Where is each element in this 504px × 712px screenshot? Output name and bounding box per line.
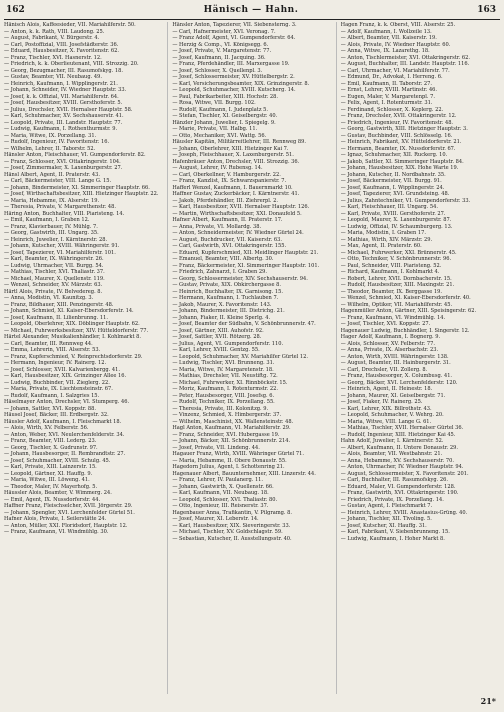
directory-entry: — Anna, Private, VI. Mollardg. 38. (172, 223, 262, 230)
directory-entry: — Peter, Hausbesorger, VIII. Josefsg. 6. (172, 392, 275, 399)
directory-entry: Hagl Anton, Kaufmann, VI. Mariahilferstr. 29. (172, 425, 291, 431)
directory-entry: — Franz, Kanzlist, IX. Schwarzspanierstr. 7. (172, 178, 287, 184)
column-divider (336, 22, 337, 694)
directory-entry: — Heinrich, Lehrer, XVIII. Anastasius-Grüng. 40. (340, 509, 468, 516)
directory-entry: — Maria, Witwe, VIII. Lange G. 61. (340, 418, 432, 425)
directory-entry: — Johann, Schmied, XI. Kaiser-Ebersdorferstr. 14. (4, 308, 134, 314)
directory-entry: — Karl, Hausbesitzer, XIX. Sieveringerstr. 33. (172, 522, 291, 529)
directory-entry: — Albert, Beamter, VII. Kaiserstr. 19. (340, 35, 437, 41)
directory-entry: — Jakob, Sattler, XI. Simmeringer Hauptstr. 84. (340, 158, 464, 165)
directory-entry: — August, Fabrikant, V. Bürgerstr. 4. (4, 35, 100, 41)
printer-signature: 21* (480, 696, 496, 706)
directory-entry: — Marie, Private, VII. Halbg. 11. (172, 126, 258, 132)
directory-entry: — Heinrich, Buchhalter, IX. Garnisong. 15. (172, 288, 284, 295)
directory-entry: — Karl, Hausbesitzer, XVII. Hernalser Hauptstr. 126. (172, 204, 310, 210)
directory-entry: — Maria, Witwe, IV. Margaretenstr. 18. (172, 366, 274, 373)
directory-entry: — Anna, Modistin, VI. Kaunitzg. 3. (4, 295, 94, 301)
directory-entry: — Johann, Hausbesorger, II. Rembrandtstr. 27. (4, 451, 126, 457)
page-header (6, 5, 496, 19)
running-head: Hänisch — Hahn. (203, 5, 299, 15)
directory-entry: — Johann, Spengler, XVI. Lerchenfelder Gürtel 51. (4, 509, 135, 516)
directory-entry: — Franz Adolf, Agent, VI. Gumpendorferstr. 64. (172, 35, 296, 41)
directory-entry: — Maria, Hebamme, IX. Alserstr. 19. (4, 197, 100, 204)
directory-entry: — Johann, Maurer, XI. Geiselbergstr. 71. (340, 392, 446, 399)
directory-entry: — Carl, Oberkellner, V. Hamburgerstr. 22. (172, 171, 281, 178)
directory-entry: — Ernst, Lehrer, XVIII. Martinstr. 46. (340, 87, 438, 93)
directory-entry: — Julius, Drechsler, XVII. Hernalser Hauptstr. 58. (4, 106, 133, 113)
directory-entry: — August, Beamter, III. Hainburgerstr. 31. (340, 360, 451, 366)
directory-entry: — August, Buchhalter, III. Landstr. Hauptstr. 116. (340, 61, 470, 67)
directory-entry: — Gustav, Agent, I. Fleischmarkt 7. (340, 503, 433, 509)
directory-entry: — Otto, Mechaniker, XVI. Wattg. 56. (172, 132, 267, 139)
directory-entry: — Rudolf, Kaufmann, I. Judenplatz 5. (172, 106, 268, 113)
directory-entry: — Karl, Kaufmann, VII. Neubaug. 18. (172, 490, 269, 496)
directory-entry: — Johann, Bindermeister, III. Dietrichg. 21. (172, 308, 285, 314)
directory-entry: — Heinrich, Fabrikant, XV. Hütteldorferstr. 21. (340, 139, 462, 145)
directory-entry: — Friedrich, k. k. Oberlieutenant, VIII. Strozzig. 20. (4, 61, 139, 67)
directory-entry: — Josef, Tapezierer, XVI. Grundsteing. 48. (340, 191, 450, 197)
directory-entry: — Wilhelm, Lehrer, II. Taborstr. 52. (4, 145, 96, 152)
directory-entry: — Josef, Zimmermaler, X. Laxenburgerstr. 27. (4, 165, 123, 171)
directory-entry: — Sebastian, Kutscher, II. Ausstellungsstr. 40. (172, 535, 292, 542)
directory-entry: — Josef, Kutscher, XI. Hauffg. 31. (340, 522, 427, 529)
directory-entry: — Georg, Gastwirth, XIII. Hietzinger Hauptstr. 3. (340, 126, 468, 132)
directory-entry: — Maria, Private, IX. Liechtensteinstr. 67. (4, 386, 113, 392)
directory-entry: — Johann, Kutscher, II. Nordbahnstr. 35. (340, 171, 446, 178)
directory-entry: Häussler Alois, Beamter, V. Wimmerg. 24. (4, 490, 112, 496)
directory-entry: — Johann, Tischler, XII. Tivoling. 5. (340, 516, 432, 522)
directory-entry: — Michael, Tischler, XV. Goldschlagstr. 59. (172, 529, 283, 535)
directory-entry: — Johann, Hausbesitzer, XIX. Hohe Warte 19. (340, 165, 459, 171)
directory-entry: — Josef, Bäckermeister, VII. Burgg. 91. (340, 178, 442, 184)
directory-entry: — Josef, Schlossermeister, XV. Hüttelbergstr. 2. (172, 74, 295, 80)
directory-entry: — Michael, Fuhrwerksbesitzer, XIV. Hütteldorferstr. 77. (4, 327, 149, 334)
directory-entry: — Paul, Fabrikarbeiter, XIII. Hochstr. 28. (172, 93, 279, 100)
directory-entry: — August, Schlossermeister, X. Favoritenstr. 201. (340, 470, 469, 477)
directory-entry: — Emil, Kaufmann, I. Graben 12. (4, 217, 90, 223)
directory-entry: — Anton, Schneidermeister, IV. Wiedner Gürtel 24. (172, 230, 304, 236)
directory-entry: — Georg, Bäcker, XVI. Lerchenfelderstr. 120. (340, 379, 458, 386)
directory-entry: — Anton, Tischlermeister, XVI. Ottakringerstr. 62. (340, 54, 470, 61)
directory-entry: — Leopold, Oberlehrer, XIX. Döblinger Hauptstr. 62. (4, 321, 140, 327)
directory-entry: — Carl, Uhrmacher, VI. Mariahilferstr. 77. (340, 67, 450, 74)
directory-entry: — Georg, Tischler, X. Gudrunstr. 97. (4, 444, 98, 451)
directory-entry: — Josef, Schlosser, X. Quellenpl. 3. (172, 67, 263, 74)
directory-entry: — Hermann, Kaufmann, I. Tuchlauben 7. (172, 295, 279, 301)
directory-entry: — Martin, Wirthschaftsbesitzer, XXI. Donaufeld 5. (172, 210, 302, 217)
directory-entry: — Herzig & Comp., VI. Königsegg. 6. (172, 41, 269, 48)
directory-entry: — Rudolf, Kaufmann, I. Salzgries 15. (4, 392, 100, 399)
directory-entry: — Leopold, Gärtner, XI. Hauffg. 9. (4, 470, 93, 477)
directory-entry: — Josef, Private, VII. Lindeng. 44. (172, 444, 260, 451)
directory-entry: — Franz, Hausbesorger, X. Columbusg. 41. (340, 373, 453, 379)
directory-entry: — Karl, Schuhmacher, XV. Sechshauserstr. 41. (4, 113, 124, 119)
directory-entry: — Franz, Pferdehändler, III. Marxergasse 19. (172, 61, 290, 67)
directory-entry: — Carl, Beamter, III. Rennweg 44. (4, 340, 93, 347)
directory-entry: — Theodor, Maler, IV. Mayerhofg. 5. (4, 483, 98, 490)
directory-entry: — Ludwig, Tischler, XVI. Brunneng. 31. (172, 360, 275, 366)
directory-entry: — Mathias, Wirth, XIV. Märzstr. 29. (340, 236, 433, 243)
directory-entry: — Josef, Kaufmann, II. Lilienbrunng. 11. (4, 314, 109, 321)
directory-entry: Haffner Franz, Fleischselcher, XVII. Jörgerstr. 29. (4, 503, 133, 509)
directory-entry: — Rudolf, Hausbesitzer, XIII. Maxingstr. 21. (340, 282, 455, 288)
directory-entry: — Karl, Fabrikant, V. Siebenbrunneng. 15. (340, 529, 450, 535)
directory-entry: — Franz, Lehrer, IV. Paulanerg. 11. (172, 477, 264, 483)
directory-entry: — Max, Agent, II. Praterstr. 60. (340, 243, 422, 249)
directory-entry: Hänzler Johann, Juwelier, I. Spiegelg. 9. (172, 119, 276, 126)
directory-entry: — Maria, Hebamme, II. Obere Donaustr. 55. (172, 457, 287, 464)
column-divider (167, 22, 168, 694)
directory-entry: — Josef, Kaufmann, I. Wipplingerstr. 24. (340, 184, 445, 191)
directory-entry: — Franz, Beamter, VIII. Lederg. 23. (4, 438, 97, 444)
directory-entry: — Emil, Agent, IX. Nussdorferstr. 44. (4, 496, 101, 503)
directory-entry: Hafferl Wenzel, Kaufmann, I. Bauernmarkt 10. (172, 184, 293, 191)
directory-entry: — Georg, Schlossermeister, XIV. Sechshauserstr. 94. (172, 275, 308, 282)
directory-entry: — Vinzenz, Schmied, X. Himbergerstr. 37. (172, 412, 282, 418)
directory-entry: — Franz, Bäckermeister, XI. Simmeringer Hauptstr. 101. (172, 262, 320, 269)
directory-entry: Härtel Alexander, Musikalienhändler, I. Kohlmarkt 8. (4, 334, 141, 340)
directory-entry: — Rudolf, Ingenieur, IV. Favoritenstr. 16. (4, 139, 110, 145)
directory-entry: — Franz, Schlosser, XVI. Ottakringerstr. 104. (4, 158, 121, 165)
directory-entry: — Leopold, Schuhmacher, XV. Mariahilfer Gürtel 12. (172, 353, 308, 360)
directory-entry: — Leopold, Schuhmacher, V. Wehrg. 20. (340, 412, 444, 418)
directory-entry: — Leopold, Schlosser, XVI. Thaliastr. 80. (172, 496, 278, 503)
directory-entry: Hagenauer Ludwig, Buchhändler, I. Singerstr. 12. (340, 327, 470, 334)
directory-entry: Häselmayer Anton, Drechsler, VI. Stumperg. 46. (4, 399, 130, 405)
directory-entry: — Karl, Lehrer, XVIII. Gentzg. 55. (172, 347, 260, 353)
directory-entry: — Josef, Gärtner, XIII. Auhofstr. 92. (172, 327, 264, 334)
directory-entry: — Stefan, Tischler, XI. Geiselbergstr. 40. (172, 113, 278, 119)
directory-entry: — Ludwig, Kaufmann, I. Hoher Markt 8. (340, 535, 445, 542)
directory-entry: — Johann, Bäcker, XII. Schönbrunnerstr. 214. (172, 438, 291, 444)
directory-entry: — Franz, Kaufmann, VI. Windmühlg. 30. (4, 529, 109, 535)
directory-entry: Hahn Adolf, Juwelier, I. Kärntnerstr. 52. (340, 438, 444, 444)
directory-entry: — Heinrich, Kaufmann, I. Wipplingerstr. 21. (4, 80, 118, 87)
directory-entry: — Josef, Hausbesitzer, XVIII. Gersthoferstr. 5. (4, 100, 123, 106)
directory-entry: — Hermann, Beamter, IX. Nussdorferstr. 67. (340, 145, 456, 152)
directory-entry: — Friedrich, Private, IX. Porzellang. 14. (340, 496, 444, 503)
directory-entry: — Josef, Tischler, XVI. Koppstr. 27. (340, 321, 431, 327)
directory-entry: — Maria, Witwe, III. Löweng. 41. (4, 477, 90, 483)
directory-entry: Hafner Albert, Kaufmann, II. Praterstr. 17. (172, 217, 283, 223)
directory-entry: — Leopold, Schuhmacher, XVIII. Kutscherg. 14. (172, 87, 296, 93)
directory-entry: Haffner Gustav, Zuckerbäcker, I. Kärntnerstr. 41. (172, 191, 300, 197)
directory-entry: — Ignaz, Schuhmacher, XII. Ruckerg. 10. (340, 152, 448, 158)
directory-entry: — Anton, Müller, XXI. Floridsdorf, Hauptstr. 12. (4, 522, 128, 529)
directory-entry: Häusel Josef, Bäcker, III. Erdbergstr. 32. (4, 412, 109, 418)
directory-entry: — Franz, Gastwirth, XVI. Ottakringerstr. 190. (340, 490, 459, 496)
directory-entry: — Anton, Wirth, XVIII. Währingerstr. 138. (340, 353, 449, 360)
directory-entry: Härtl Alois, Private, IV. Belvedereg. 8. (4, 288, 103, 295)
directory-entry: — Adolf, Kaufmann, I. Wollzeile 13. (340, 28, 432, 35)
directory-entry: — Jakob, Maurer, X. Favoritenstr. 143. (172, 301, 272, 308)
directory-entry: — Ludwig, Uhrmacher, VII. Burgg. 54. (4, 262, 104, 269)
directory-entry: — Alois, Schlosser, XV. Felberstr. 77. (340, 340, 436, 347)
directory-entry: — Anna, Hebamme, XV. Sechshauserstr. 70. (340, 457, 454, 464)
directory-entry: — Eduard, Hausbesitzer, X. Favoritenstr. 62. (4, 48, 120, 54)
directory-entry: Hänsler Anton, Tapezierer, VII. Siebensterng. 3. (172, 22, 297, 28)
directory-entry: — Gustav, Buchbinder, VIII. Schlösselg. 16. (340, 132, 453, 139)
directory-entry: — Rudolf, Techniker, IX. Porzellang. 55. (172, 399, 275, 405)
directory-entry: — Karl, Versicherungsbeamter, XIX. Grinzingerstr. 8. (172, 80, 310, 87)
directory-entry: — Mathias, Tischler, XVI. Thaliastr. 37. (4, 269, 105, 275)
directory-entry: — Eduard, Maler, VI. Gumpendorferstr. 128. (340, 483, 456, 490)
directory-entry: Hafner Alois, Private, I. Seilerstätte 24. (4, 516, 107, 522)
directory-entry: — Alois, Wirth, XV. Felberstr. 56. (4, 425, 89, 431)
left-page-number: 162 (6, 5, 25, 15)
directory-entry: — Theresia, Private, III. Kolonitzg. 9. (172, 405, 269, 412)
directory-entry: — Johann, Kutscher, XVIII. Währingerstr. 91. (4, 243, 120, 249)
directory-entry: — Alois, Private, IV. Wiedner Hauptstr. 60. (340, 41, 451, 48)
directory-entry: — Carl, Hafnermeister, XVI. Veronag. 7. (172, 28, 276, 35)
directory-entry: — Josef, Kaufmann, II. Jacquing. 36. (172, 54, 266, 61)
directory-entry: Häring Anton, Buchhalter, VIII. Piaristeng. 14. (4, 210, 125, 217)
header-rule (4, 19, 500, 20)
directory-entry: Hagauer Franz, Wirth, XVIII. Währinger Gürtel 71. (172, 451, 304, 457)
directory-entry: — Leopold, Maurer, X. Laxenburgerstr. 87. (340, 217, 452, 223)
directory-column-1 (4, 22, 163, 694)
directory-entry: — Franz, Drechsler, XVII. Ottakringerstr. 12. (340, 113, 457, 119)
directory-entry: — Karl, Beamter, IX. Währingerstr. 26. (4, 256, 104, 262)
directory-entry: — Josef, Wirthschaftsbesitzer, XIII. Hietzinger Hauptstr. 22. (4, 191, 159, 197)
directory-entry: — Rudolf, Ingenieur, XIII. Hietzinger Kai 45. (340, 431, 456, 438)
directory-entry: — Rosa, Witwe, VII. Burgg. 102. (172, 100, 256, 106)
directory-entry: — Carl, Drechsler, VII. Zollerg. 8. (340, 366, 428, 373)
directory-column-3 (341, 22, 500, 694)
directory-entry: — Joseph, Fleischhauer, X. Laxenburgerstr. 51. (172, 152, 294, 158)
directory-entry: — Georg, Gastwirth, III. Ungarg. 35. (4, 230, 99, 236)
directory-entry: — Wenzel, Schneider, XV. Märzstr. 63. (4, 282, 103, 288)
directory-entry: — Julius, Zahntechniker, VI. Gumpendorferstr. 33. (340, 197, 471, 204)
directory-entry: — Franz, Tischler, XVI. Hasnerstr. 12. (4, 54, 102, 61)
directory-entry: — Friedrich, Ingenieur, IV. Favoritenstr. 48. (340, 119, 454, 126)
directory-entry: — Maria, Modistin, I. Graben 17. (340, 230, 427, 236)
directory-entry: — Gustav, Private, XIX. Obkirchergasse 8. (172, 282, 281, 288)
directory-entry: — Franz, Schneider, XVI. Hubergasse 19. (172, 431, 280, 438)
directory-entry: — Johann, Sattler, XVI. Koppstr. 88. (4, 405, 97, 412)
directory-entry: — Karl, Hausbesitzer, XIX. Grinzinger Allee 16. (4, 373, 127, 379)
directory-entry: — Emanuel, Beamter, VIII. Albertg. 30. (172, 256, 274, 262)
directory-entry: — Josef, Private, V. Margaretenstr. 77. (172, 48, 272, 54)
directory-entry: — Robert, Lehrer, XVII. Dornbacherstr. 15. (340, 275, 452, 282)
directory-entry: — Leopold, Private, III. Landstr. Hauptstr. 77. (4, 119, 123, 126)
directory-entry: — Franz, Bildhauer, XIII. Penzingerstr. 48. (4, 301, 114, 308)
directory-entry: Hagenmüller Anton, Gärtner, XIII. Speisingerstr. 62. (340, 308, 477, 314)
directory-entry: — August, Buchdrucker, VII. Kaiserstr. 63. (172, 236, 282, 243)
directory-entry: — Eugen, Maler, V. Margaretenpl. 7. (340, 93, 435, 100)
directory-entry: — Franz, Kupferschmied, V. Reinprechtsdorferstr. 29. (4, 353, 143, 360)
directory-entry: — Franz, Klavierbauer, IV. Mühlg. 7. (4, 223, 98, 230)
directory-entry: — Carl, Buchhalter, III. Rasumofskyg. 26. (340, 477, 449, 483)
directory-entry: — Karl, Lehrer, XIX. Billrothstr. 43. (340, 405, 432, 412)
directory-entry: — Johann, Schneider, IV. Wiedner Hauptstr. 33. (4, 87, 127, 93)
directory-entry: — Josef, Schlosser, XVII. Kalvarienbergg. 41. (4, 366, 120, 373)
directory-entry: Hafenbräuer Anton, Drechsler, VIII. Strozzig. 36. (172, 158, 300, 165)
directory-entry: — Josef, k. k. Offizial, VII. Mariahilferstr. 64. (4, 93, 119, 100)
directory-entry: — Karl, Private, XVIII. Gersthoferstr. 27. (340, 210, 446, 217)
directory-entry: — Michael, Maurer, X. Quellenstr. 119. (4, 275, 105, 282)
directory-entry: — Moriz, Kaufmann, I. Rotenturmstr. 22. (172, 386, 278, 392)
directory-entry: — Carl, Bäckermeister, VIII. Lange G. 15. (4, 178, 112, 184)
directory-entry: Hagenbauer Anna, Trafikantin, V. Pilgramg. 8. (172, 509, 293, 516)
directory-entry: — Josef, Maurer, XI. Leberstr. 14. (172, 516, 259, 522)
directory-entry: — August, Lehrer, IV. Rubensg. 14. (172, 165, 263, 171)
directory-entry: — Theodor, Beamter, IX. Berggasse 19. (340, 288, 442, 295)
directory-entry: — Johann, Gastwirth, X. Quellenstr. 66. (172, 483, 274, 490)
directory-entry: — Wilhelm, Optiker, VII. Mariahilferstr. 45. (340, 301, 453, 308)
directory-entry: — Georg, Bezugmacher, III. Rasumofskyg. 18. (4, 67, 124, 74)
directory-entry: — Anton, Weber, XVI. Neulerchenfelderstr. 34. (4, 431, 125, 438)
directory-entry: — Albert, Kaufmann, II. Untere Donaustr. 29. (340, 444, 458, 451)
directory-entry: — Josef, Schuhmacher, XVIII. Schulg. 45. (4, 457, 111, 464)
directory-entry: — Jakob, Pferdehändler, III. Ziehrerpl. 2. (172, 197, 279, 204)
directory-entry: Hagedorn Julius, Agent, I. Schottenring 21. (172, 464, 285, 470)
directory-entry: — Karl, Private, XIII. Lainzerstr. 15. (4, 464, 97, 470)
directory-columns (4, 22, 500, 694)
directory-entry: — Hermann, Ingenieur, IV. Rainerg. 12. (4, 360, 107, 366)
right-page-number: 163 (477, 5, 496, 15)
directory-entry: — Johann, Bindermeister, XI. Simmeringer Hauptstr. 66. (4, 184, 150, 191)
directory-entry: — Ferdinand, Schlosser, X. Keplerg. 22. (340, 106, 444, 113)
directory-entry: — Carl, Postoffizial, VIII. Josefstädterstr. 36. (4, 41, 119, 48)
directory-entry: — Alois, Beamter, VII. Westbahnstr. 21. (340, 451, 443, 457)
directory-entry: — Ludwig, Kaufmann, I. Rothenthurmstr. 9. (4, 126, 118, 132)
directory-entry: — Gustav, Beamter, VII. Neubaug. 49. (4, 74, 102, 80)
directory-entry: — Wenzel, Schmied, XI. Kaiser-Ebersdorferstr. 40. (340, 295, 471, 301)
directory-entry: — Josef, Tapezierer, VI. Mariahilferstr. 101. (4, 249, 116, 256)
directory-entry: — Michael, Fuhrwerker, XXI. Brünnerstr. 45. (340, 249, 457, 256)
directory-entry: — Anna, Private, IX. Alserbachstr. 23. (340, 347, 439, 353)
directory-entry: — Emil, Kaufmann, II. Taborstr. 27. (340, 80, 433, 87)
directory-entry: Hänisch Alois, Kaffeesieder, VII. Mariahilferstr. 50. (4, 22, 136, 28)
directory-entry: — Mathias, Drechsler, VII. Neustiftg. 72. (172, 373, 278, 379)
directory-entry: — Heinrich, Juwelier, I. Kärntnerstr. 28. (4, 236, 108, 243)
directory-entry: — Johann, Oberlehrer, XIII. Hietzinger Kai 7. (172, 145, 289, 152)
directory-entry: — Edmund, Dr., Advokat, I. Herreng. 6. (340, 74, 443, 80)
directory-entry: — Ludwig, Buchbinder, VII. Zieglerg. 22. (4, 379, 110, 386)
directory-entry: — Maria, Witwe, IX. Porzellang. 31. (4, 132, 97, 139)
directory-entry: — Karl, Fleischhauer, III. Ungarg. 54. (340, 204, 438, 210)
directory-entry: — Emma, Lehrerin, VIII. Alserstr. 53. (4, 347, 101, 353)
directory-entry: — Otto, Techniker, V. Schönbrunnerstr. 96. (340, 256, 452, 262)
directory-entry: Hagen Franz, k. k. Oberst, VIII. Alserstr. 25. (340, 22, 456, 28)
directory-entry: — Wilhelm, Maschinist, XX. Wallensteinstr. 48. (172, 418, 294, 425)
directory-entry: — Otto, Ingenieur, III. Reisnerstr. 37. (172, 503, 269, 509)
directory-entry: — Josef, Beamter der Südbahn, V. Schönbrunnerstr. 47. (172, 321, 316, 327)
directory-column-2 (172, 22, 331, 694)
directory-entry: Hänsl Albert, Agent, II. Praterstr. 43. (4, 171, 100, 178)
directory-entry: — Johann, Fiaker, II. Kleine Sperlg. 4. (172, 314, 271, 321)
directory-entry: — Mathias, Tischler, XVII. Hernalser Gürtel 36. (340, 425, 464, 431)
directory-entry: — Richard, Kaufmann, I. Kohlmarkt 4. (340, 269, 440, 275)
directory-entry: Hagenauer Albert, Bauunternehmer, XIII. Linzerstr. 44. (172, 470, 316, 477)
directory-entry: — Julius, Agent, VI. Gumpendorferstr. 110. (172, 340, 284, 347)
directory-entry: — Franz, Kaufmann, VI. Windmühlg. 14. (340, 314, 446, 321)
directory-entry: — Ludwig, Offizial, IV. Schaumburgerg. 13. (340, 223, 453, 230)
directory-entry: — Josef, Sattler, XVII. Rötzerg. 28. (172, 334, 262, 340)
directory-entry: Häusler Adolf, Kaufmann, I. Fleischmarkt 18. (4, 418, 122, 425)
directory-entry: Häusler Kapitän, Militärreitlehrer, III. Rennweg 89. (172, 139, 307, 145)
directory-entry: — Eduard, Kupferschmied, XII. Meidlinger Hauptstr. 21. (172, 249, 319, 256)
directory-entry: — Michael, Fuhrwerker, XI. Rinnböckstr. 15. (172, 379, 288, 386)
directory-entry: — Friedrich, Zahnarzt, I. Graben 29. (172, 269, 267, 275)
directory-entry: — Paul, Schneider, VIII. Piaristeng. 52. (340, 262, 442, 269)
directory-entry: — Theresia, Private, V. Margarethenstr. 48. (4, 204, 117, 210)
directory-entry: — Anton, Uhrmacher, IV. Wiedner Hauptstr. 94. (340, 464, 464, 470)
directory-entry: Hager Adolf, Kaufmann, I. Bognerg. 9. (340, 334, 441, 340)
directory-entry: — Carl, Gastwirth, XVI. Ottakringerstr. 155. (172, 243, 287, 249)
directory-entry: — Felix, Agent, I. Rotenturmstr. 31. (340, 100, 433, 106)
directory-entry: — Anton, k. k. Rath, VIII. Laudong. 25. (4, 28, 105, 35)
directory-entry: — Josef, Fiaker, IV. Rainerg. 25. (340, 399, 423, 405)
directory-entry: Hänsler Anton, Fleischhauer, VI. Gumpendorferstr. 82. (4, 152, 146, 158)
directory-entry: — Heinrich, Agent, II. Heinestr. 18. (340, 386, 433, 392)
directory-entry: — Anna, Witwe, IX. Lazarethg. 18. (340, 48, 430, 54)
